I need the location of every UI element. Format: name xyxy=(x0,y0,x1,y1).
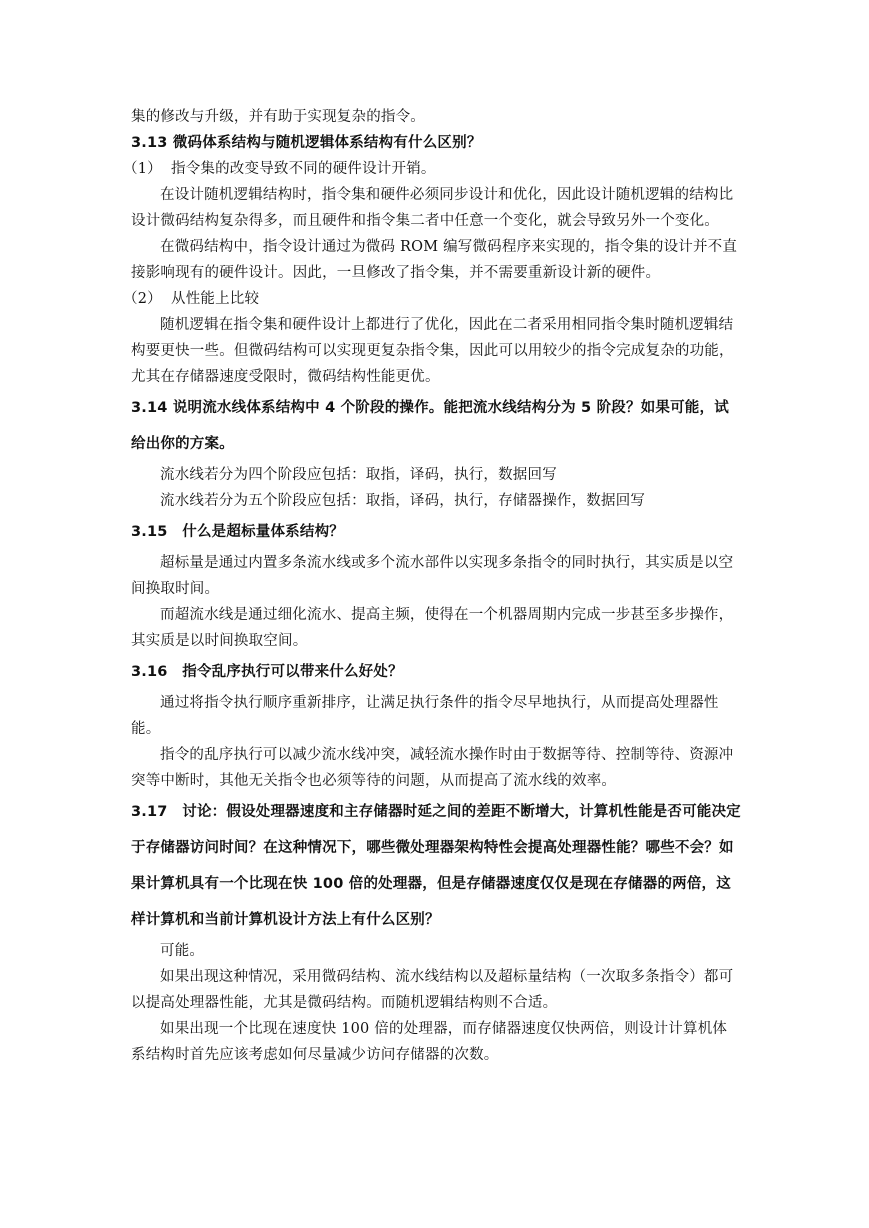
q317-paragraph-2: 如果出现这种情况，采用微码结构、流水线结构以及超标量结构（一次取多条指令）都可以提高处理器性能，尤其是微码结构。而随机逻辑结构则不合适。 xyxy=(131,969,734,1011)
q313-sub-point-1-text: 指令集的改变导致不同的硬件设计开销。 xyxy=(171,161,436,177)
q317-paragraph-3: 如果出现一个比现在速度快 100 倍的处理器，而存储器速度仅快两倍，则设计计算机体系结构时首先应该考虑如何尽量减少访问存储器的次数。 xyxy=(131,1021,728,1063)
q317-paragraph-1: 可能。 xyxy=(160,943,205,959)
document-body xyxy=(123,104,741,1068)
q313-paragraph-2: 在微码结构中，指令设计通过为微码 ROM 编写微码程序来实现的，指令集的设计并不直接影响现有的硬件设计。因此，一旦修改了指令集，并不需要重新设计新的硬件。 xyxy=(131,239,738,281)
q316-paragraph-2: 指令的乱序执行可以减少流水线冲突，减轻流水操作时由于数据等待、控制等待、资源冲突等中断时，其他无关指令也必须等待的问题，从而提高了流水线的效率。 xyxy=(131,747,734,789)
q313-sub-point-2-number: （2） xyxy=(123,291,162,307)
q313-sub-point-1-number: （1） xyxy=(123,161,162,177)
question-3-16-heading: 3.16 指令乱序执行可以带来什么好处？ xyxy=(131,664,403,680)
q313-paragraph-3: 随机逻辑在指令集和硬件设计上都进行了优化，因此在二者采用相同指令集时随机逻辑结构要更快一些。但微码结构可以实现更复杂指令集，因此可以用较少的指令完成复杂的功能，尤其在存储器速度受限时，微码结构性能更优。 xyxy=(131,317,734,385)
q313-sub-point-2-text: 从性能上比较 xyxy=(171,291,260,307)
question-3-13-heading: 3.13 微码体系结构与随机逻辑体系结构有什么区别？ xyxy=(131,135,482,151)
question-3-15-heading: 3.15 什么是超标量体系结构？ xyxy=(131,524,344,540)
intro-text: 集的修改与升级，并有助于实现复杂的指令。 xyxy=(131,109,425,125)
q314-paragraph-1: 流水线若分为四个阶段应包括：取指，译码，执行，数据回写 xyxy=(160,467,557,483)
q316-paragraph-1: 通过将指令执行顺序重新排序，让满足执行条件的指令尽早地执行，从而提高处理器性能。 xyxy=(131,695,719,737)
question-3-14-heading: 3.14 说明流水线体系结构中 4 个阶段的操作。能把流水线结构分为 5 阶段？如果可能，试给出你的方案。 xyxy=(131,400,729,452)
q313-sub-point-1 xyxy=(123,156,741,182)
q313-paragraph-1: 在设计随机逻辑结构时，指令集和硬件必须同步设计和优化，因此设计随机逻辑的结构比设计微码结构复杂得多，而且硬件和指令集二者中任意一个变化，就会导致另外一个变化。 xyxy=(131,187,734,229)
q315-paragraph-2: 而超流水线是通过细化流水、提高主频，使得在一个机器周期内完成一步甚至多步操作，其实质是以时间换取空间。 xyxy=(131,607,734,649)
question-3-17-heading: 3.17 讨论：假设处理器速度和主存储器时延之间的差距不断增大，计算机性能是否可能决定于存储器访问时间？在这种情况下，哪些微处理器架构特性会提高处理器性能？哪些不会？如果计算机具有一个比现在快 100 倍的处理器，但是存储器速度仅仅是现在存储器的两倍，这样计算机和当前计算机设计方法上有什么区别？ xyxy=(131,804,741,928)
q313-sub-point-2 xyxy=(123,286,741,312)
q314-paragraph-2: 流水线若分为五个阶段应包括：取指，译码，执行，存储器操作，数据回写 xyxy=(160,493,646,509)
q315-paragraph-1: 超标量是通过内置多条流水线或多个流水部件以实现多条指令的同时执行，其实质是以空间换取时间。 xyxy=(131,555,734,597)
